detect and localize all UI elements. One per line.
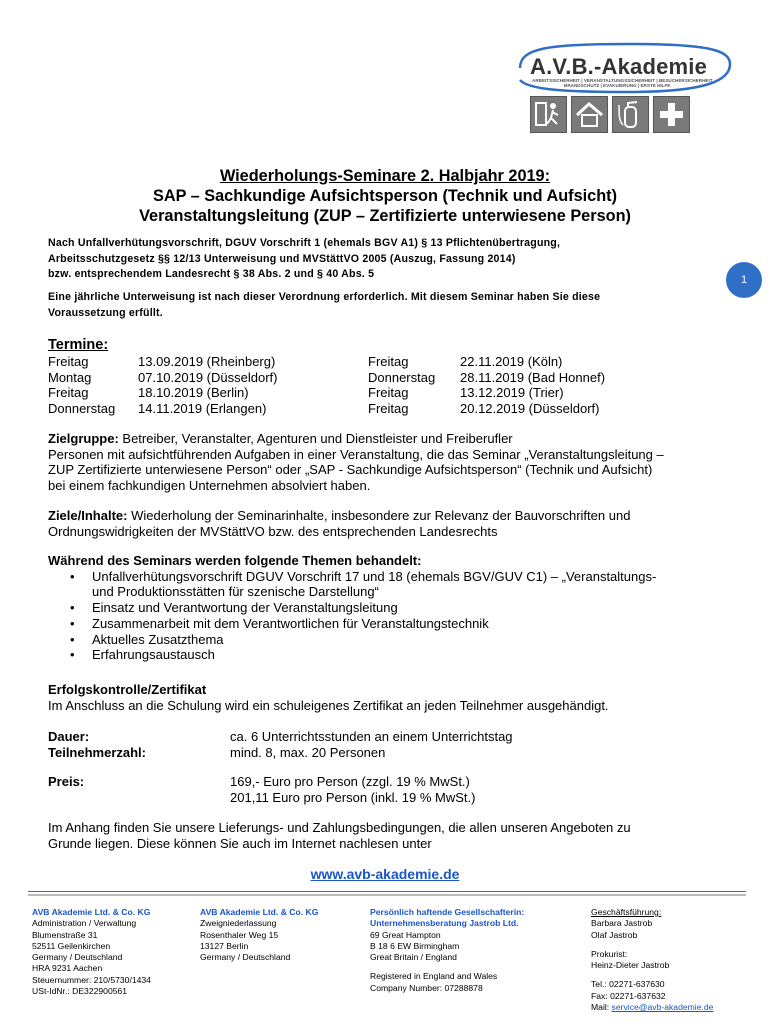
footer-line: Zweigniederlassung	[200, 918, 277, 929]
footer-col-zweigniederlassung	[200, 907, 318, 963]
footer-line: USt-IdNr.: DE322900561	[32, 986, 128, 997]
logo-subtitle-line2: BRANDSCHUTZ | EVAKUIERUNG | ERSTE HILFE	[564, 83, 671, 88]
document-title	[0, 166, 770, 226]
termin-date: 07.10.2019 (Düsseldorf)	[138, 369, 278, 385]
teilnehmer-label: Teilnehmerzahl:	[48, 745, 147, 760]
termin-day: Freitag	[368, 354, 409, 369]
requirement-line1: Eine jährliche Unterweisung ist nach dieser Verordnung erforderlich. Mit diesem Seminar haben Sie diese	[48, 291, 601, 303]
termin-day: Donnerstag	[368, 369, 436, 385]
list-item-text-cont: und Produktionsstätten für szenische Darstellung“	[92, 584, 379, 600]
footer-fax: Fax: 02271-637632	[591, 990, 666, 1001]
footer-line: Germany / Deutschland	[32, 952, 123, 963]
footer-col4-heading: Geschäftsführung:	[591, 907, 662, 917]
footer-line: Olaf Jastrob	[591, 929, 638, 940]
footer-mail-link[interactable]: service@avb-akademie.de	[611, 1002, 714, 1013]
footer-prokurist: Heinz-Dieter Jastrob	[591, 960, 670, 971]
footer-divider	[28, 891, 746, 896]
themen-section	[48, 553, 738, 663]
termin-date: 28.11.2019 (Bad Honnef)	[460, 369, 606, 385]
footer-line: Germany / Deutschland	[200, 952, 291, 963]
intro-line3: bzw. entsprechendem Landesrecht § 38 Abs. 2 und § 40 Abs. 5	[48, 268, 375, 280]
company-logo	[508, 40, 734, 142]
website-link[interactable]: www.avb-akademie.de	[310, 866, 460, 882]
erfolg-section	[48, 682, 738, 713]
list-item: • Zusammenarbeit mit dem Verantwortlichen für Veranstaltungstechnik	[48, 616, 738, 632]
logo-icons	[530, 96, 690, 133]
termin-day: Freitag	[368, 400, 409, 416]
dauer-label: Dauer:	[48, 729, 90, 744]
legal-intro	[48, 236, 728, 283]
footer-line: Steuernummer: 210/5730/1434	[32, 974, 151, 985]
termin-date: 18.10.2019 (Berlin)	[138, 385, 249, 400]
list-item-text: Unfallverhütungsvorschrift DGUV Vorschrift 17 und 18 (ehemals BGV/GUV C1) – „Veranstaltungs-	[92, 568, 657, 584]
footer-line: 13127 Berlin	[200, 940, 249, 951]
requirement-note	[48, 290, 718, 321]
footer-tel: Tel.: 02271-637630	[591, 979, 665, 990]
termin-date: 13.12.2019 (Trier)	[460, 385, 564, 400]
footer-line: Administration / Verwaltung	[32, 918, 137, 929]
anhang-section	[48, 820, 738, 851]
title-line2: SAP – Sachkundige Aufsichtsperson (Technik und Aufsicht)	[152, 187, 618, 205]
house-icon	[571, 96, 608, 133]
termin-row	[368, 401, 605, 417]
logo-subtitle-line1: ARBEITSSICHERHEIT | VERANSTALTUNGSSICHERHEIT | BESUCHERSICHERHEIT	[532, 78, 713, 83]
termin-day: Freitag	[368, 385, 409, 400]
termin-day: Freitag	[48, 354, 89, 369]
footer-col-geschaeftsfuehrung	[591, 907, 713, 1013]
list-item: • Einsatz und Verantwortung der Veranstaltungsleitung	[48, 600, 738, 616]
termin-day: Montag	[48, 369, 92, 385]
footer-col-gesellschafterin	[370, 907, 524, 994]
zielgruppe-line2: Personen mit aufsichtführenden Aufgaben in einer Veranstaltung, die das Seminar „Veranstaltungsleitung –	[48, 446, 664, 462]
termin-row	[48, 401, 277, 417]
preis-label: Preis:	[48, 774, 85, 789]
footer-line: Registered in England and Wales	[370, 971, 498, 982]
termin-row	[48, 370, 277, 386]
footer-line: HRA 9231 Aachen	[32, 963, 103, 974]
footer-line: Blumenstraße 31	[32, 929, 98, 940]
page-number-badge: 1	[726, 262, 762, 298]
footer-line: Rosenthaler Weg 15	[200, 929, 279, 940]
footer-col2-heading: AVB Akademie Ltd. & Co. KG	[200, 907, 319, 917]
list-item	[48, 569, 738, 600]
exit-sign-icon	[530, 96, 567, 133]
intro-line2: Arbeitsschutzgesetz §§ 12/13 Unterweisung und MVStättVO 2005 (Auszug, Fassung 2014)	[48, 252, 516, 265]
list-item: • Erfahrungsaustausch	[48, 647, 738, 663]
termine-right-column	[368, 354, 605, 416]
termin-row	[48, 354, 277, 370]
anhang-line1: Im Anhang finden Sie unsere Lieferungs- und Zahlungsbedingungen, die allen unseren Angeboten zu	[48, 820, 631, 835]
termin-row	[368, 370, 605, 386]
termin-row	[368, 385, 605, 401]
anhang-line2: Grunde liegen. Diese können Sie auch im Internet nachlesen unter	[48, 835, 432, 851]
footer-col3-heading: Persönlich haftende Gesellschafterin:	[370, 907, 525, 917]
requirement-line2: Voraussetzung erfüllt.	[48, 306, 163, 319]
ziele-label: Ziele/Inhalte:	[48, 508, 128, 523]
termine-heading: Termine:	[48, 337, 109, 353]
dauer-value: ca. 6 Unterrichtsstunden an einem Unterrichtstag	[230, 729, 513, 744]
termin-row	[48, 385, 277, 401]
title-line1: Wiederholungs-Seminare 2. Halbjahr 2019:	[219, 167, 551, 185]
footer-col-verwaltung	[32, 907, 151, 997]
logo-title: A.V.B.-Akademie	[530, 54, 708, 79]
intro-line1: Nach Unfallverhütungsvorschrift, DGUV Vorschrift 1 (ehemals BGV A1) § 13 Pflichtenübertragung,	[48, 237, 561, 249]
footer-line: B 18 6 EW Birmingham	[370, 940, 460, 951]
zielgruppe-line3: ZUP Zertifizierte unterwiesene Person“ oder „SAP - Sachkundige Aufsichtsperson“ (Technik und Aufsicht)	[48, 462, 653, 478]
fire-extinguisher-icon	[612, 96, 649, 133]
termin-date: 20.12.2019 (Düsseldorf)	[460, 400, 600, 416]
termin-day: Freitag	[48, 385, 89, 400]
termine-left-column	[48, 354, 277, 416]
footer-mail-label: Mail:	[591, 1002, 612, 1013]
zielgruppe-line4: bei einem fachkundigen Unternehmen absolviert haben.	[48, 478, 371, 494]
title-line3: Veranstaltungsleitung (ZUP – Zertifizierte unterwiesene Person)	[139, 207, 631, 225]
themen-list	[48, 569, 738, 663]
ziele-line2: Ordnungswidrigkeiten der MVStättVO bzw. des entsprechenden Landesrechts	[48, 523, 498, 539]
preis-value-net: 169,- Euro pro Person (zzgl. 19 % MwSt.)	[230, 774, 470, 789]
footer-prokurist-label: Prokurist:	[591, 948, 628, 959]
termin-day: Donnerstag	[48, 400, 116, 416]
footer-line: Company Number: 07288878	[370, 982, 483, 993]
first-aid-cross-icon	[653, 96, 690, 133]
footer-col3-company: Unternehmensberatung Jastrob Ltd.	[370, 918, 519, 929]
termin-date: 22.11.2019 (Köln)	[460, 354, 563, 369]
erfolg-text: Im Anschluss an die Schulung wird ein schuleigenes Zertifikat an jeden Teilnehmer ausgehändigt.	[48, 697, 609, 713]
footer-col1-heading: AVB Akademie Ltd. & Co. KG	[32, 907, 151, 917]
footer-line: Barbara Jastrob	[591, 918, 653, 929]
termin-date: 14.11.2019 (Erlangen)	[138, 400, 267, 416]
erfolg-heading: Erfolgskontrolle/Zertifikat	[48, 682, 207, 697]
ziele-section	[48, 508, 738, 539]
zielgruppe-section	[48, 431, 738, 494]
footer-line: Great Britain / England	[370, 952, 457, 963]
footer-line: 52511 Geilenkirchen	[32, 940, 111, 951]
footer-line: 69 Great Hampton	[370, 929, 441, 940]
teilnehmer-value: mind. 8, max. 20 Personen	[230, 745, 386, 760]
zielgruppe-label: Zielgruppe:	[48, 431, 119, 446]
zielgruppe-line1: Betreiber, Veranstalter, Agenturen und Dienstleister und Freiberufler	[118, 431, 513, 446]
preis-value-gross: 201,11 Euro pro Person (inkl. 19 % MwSt.)	[230, 790, 476, 805]
themen-heading: Während des Seminars werden folgende Themen behandelt:	[48, 553, 422, 568]
termin-date: 13.09.2019 (Rheinberg)	[138, 354, 276, 369]
termin-row	[368, 354, 605, 370]
ziele-line1: Wiederholung der Seminarinhalte, insbesondere zur Relevanz der Bauvorschriften und	[127, 508, 631, 523]
list-item: • Aktuelles Zusatzthema	[48, 632, 738, 648]
